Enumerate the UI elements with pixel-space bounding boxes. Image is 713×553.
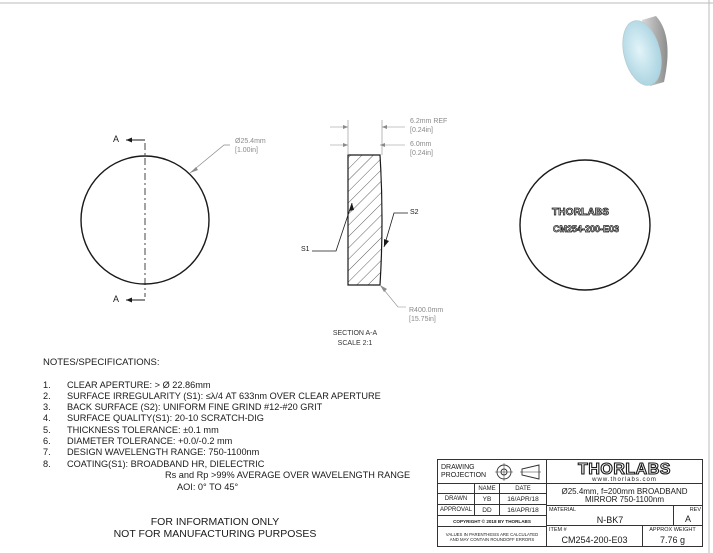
values-note-line-2: AND MAY CONTAIN ROUNDOFF ERRORS [449,537,535,542]
note-number: 8. [43,459,51,469]
disclaimer-line-2: NOT FOR MANUFACTURING PURPOSES [113,528,317,540]
front-view [70,125,230,315]
note-text: SURFACE QUALITY(S1): 20-10 SCRATCH-DIG [67,413,264,423]
description-cell [546,483,703,506]
note-number: 3. [43,402,51,412]
note-text: THICKNESS TOLERANCE: ±0.1 mm [67,425,219,435]
note-text: DESIGN WAVELENGTH RANGE: 750-1100nm [67,447,260,457]
drawn-date: 16/APR/18 [499,493,547,505]
note-number: 5. [43,425,51,435]
weight-value: 7.76 g [659,535,686,545]
note-item-4 [43,413,264,424]
note-item-6 [43,436,232,447]
description-line-1: Ø25.4mm, f=200mm BROADBAND [561,487,688,496]
section-caption [320,329,390,349]
section-title: SECTION A-A [332,330,378,337]
note-item-2 [43,391,381,402]
radius-dimension-mm: R400.0mm [409,307,444,314]
material-value: N-BK7 [596,515,624,525]
section-scale: SCALE 2:1 [337,340,373,347]
approval-date: 16/APR/18 [499,504,547,516]
website: www.thorlabs.com [592,477,657,483]
diameter-dimension-in: [1.00in] [235,147,258,154]
name-header: NAME [474,483,500,494]
material-cell [546,505,674,526]
note-item-1 [43,380,211,391]
thickness-ref-dimension-in: [0.24in] [410,127,433,134]
note-text: BACK SURFACE (S2): UNIFORM FINE GRIND #12-#20 GRIT [67,402,323,412]
coating-detail-reflectance: Rs and Rp >99% AVERAGE OVER WAVELENGTH RANGE [165,470,411,480]
projection-label [441,464,486,480]
note-number: 2. [43,391,51,401]
approval-label: APPROVAL [437,504,475,516]
thorlabs-logo: THORLABS [578,461,671,478]
disclaimer-line-1: FOR INFORMATION ONLY [150,516,280,528]
diameter-dimension-mm: Ø25.4mm [235,138,266,145]
item-cell [546,525,643,547]
item-label: ITEM # [549,527,567,533]
logo-cell [546,459,703,484]
surface-label-s2: S2 [410,209,419,216]
drawn-label: DRAWN [437,493,475,505]
note-number: 4. [43,413,51,423]
section-marker-top: A [113,134,120,144]
thickness-ref-dimension-mm: 6.2mm REF [410,118,448,125]
thickness-dimension-mm: 6.0mm [410,141,432,148]
weight-label: APPROX WEIGHT [649,527,696,533]
surface-label-s1: S1 [301,246,310,253]
rev-value: A [684,514,691,524]
values-note-cell [437,526,547,547]
note-item-5 [43,425,219,436]
disclaimer [110,516,320,540]
note-number: 7. [43,447,51,457]
material-label: MATERIAL [549,507,577,513]
mirror-3d-render [608,12,678,90]
drawn-name: YB [474,493,500,505]
note-text: DIAMETER TOLERANCE: +0.0/-0.2 mm [67,436,233,446]
note-text: SURFACE IRREGULARITY (S1): ≤λ/4 AT 633nm OVER CLEAR APERTURE [67,391,381,401]
title-block [437,459,703,547]
note-item-7 [43,447,259,458]
description-line-2: MIRROR 750-1100nm [585,495,664,504]
note-item-3 [43,402,322,413]
approval-name: DD [474,504,500,516]
item-value: CM254-200-E03 [561,535,628,545]
engraving-brand: THORLABS [552,207,610,218]
radius-dimension-in: [15.75in] [409,316,436,323]
note-text: COATING(S1): BROADBAND HR, DIELECTRIC [67,459,265,469]
note-item-8 [43,459,264,470]
third-angle-projection-icon [494,462,546,482]
weight-cell [642,525,703,547]
values-note-line-1: VALUES IN PARENTHESIS ARE CALCULATED [445,532,539,537]
rev-label: REV [689,507,701,513]
projection-cell [437,459,547,484]
coating-detail-aoi: AOI: 0° TO 45° [177,482,239,492]
note-number: 1. [43,380,51,390]
section-marker-bottom: A [113,294,120,304]
thickness-dimension-in: [0.24in] [410,150,433,157]
rev-cell [673,505,703,526]
engraving-part-number: CM254-200-E03 [553,224,620,234]
projection-label-line-2: PROJECTION [441,472,487,479]
projection-label-line-1: DRAWING [441,464,475,471]
notes-title: NOTES/SPECIFICATIONS: [43,357,160,368]
note-number: 6. [43,436,51,446]
copyright: COPYRIGHT © 2018 BY THORLABS [437,515,547,527]
note-text: CLEAR APERTURE: > Ø 22.86mm [67,380,211,390]
date-header: DATE [499,483,547,494]
